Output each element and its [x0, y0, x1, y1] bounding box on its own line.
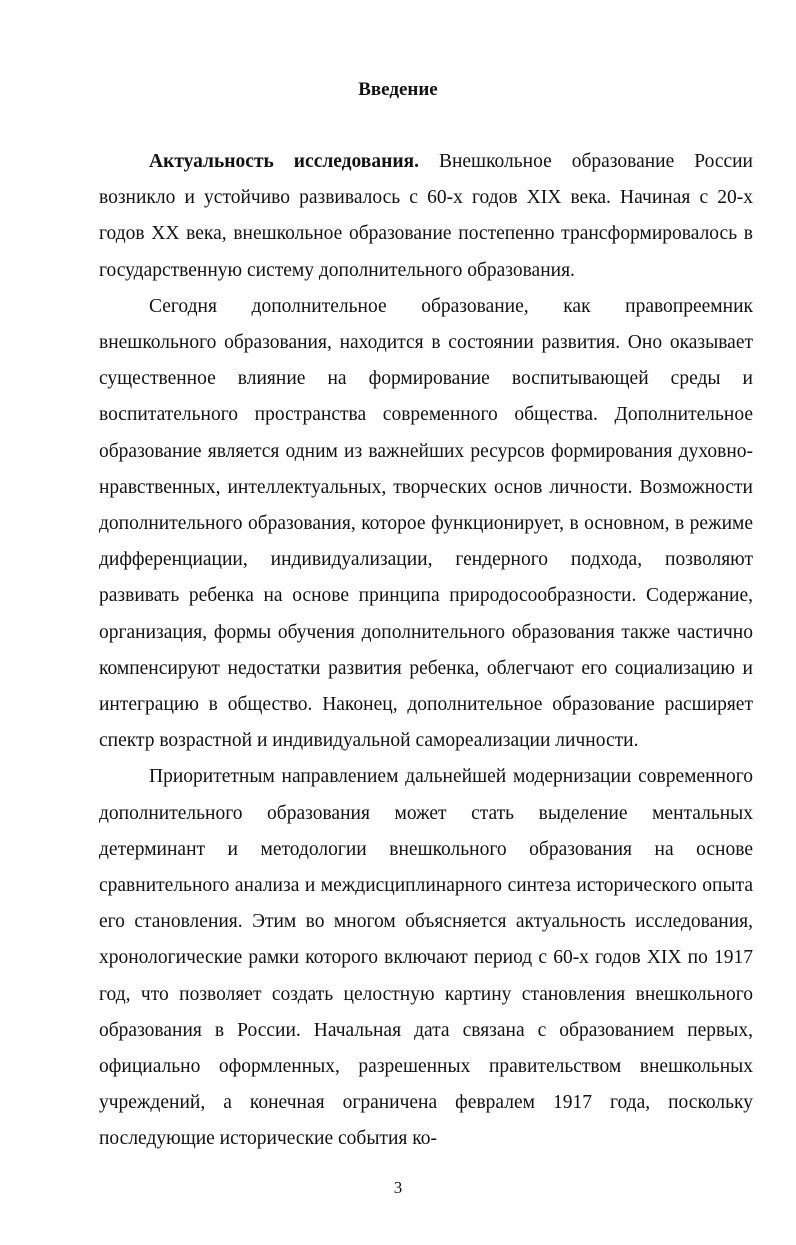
paragraph-priority: Приоритетным направлением дальнейшей модернизации современного дополнительного образования может стать выделение ментальных детерминант и методологии внешкольного образования на основе сравнительного анализа и междисциплинарного синтеза исторического опыта его становления. Этим во многом объясняется актуальность исследования, хронологические рамки которого включают период с 60-х годов XIX по 1917 год, что позволяет создать целостную картину становления внешкольного образования в России. Начальная дата связана с образованием первых, официально оформленных, разрешенных правительством внешкольных учреждений, а конечная ограничена февралем 1917 года, поскольку последующие исторические события ко-: [99, 766, 753, 1150]
paragraph-current-state: Сегодня дополнительное образование, как правопреемник внешкольного образования, находится в состоянии развития. Оно оказывает существенное влияние на формирование воспитывающей среды и воспитательного пространства современного общества. Дополнительное образование является одним из важнейших ресурсов формирования духовно-нравственных, интеллектуальных, творческих основ личности. Возможности дополнительного образования, которое функционирует, в основном, в режиме дифференциации, индивидуализации, гендерного подхода, позволяют развивать ребенка на основе принципа природосообразности. Содержание, организация, формы обучения дополнительного образования также частично компенсируют недостатки развития ребенка, облегчают его социализацию и интеграцию в общество. Наконец, дополнительное образование расширяет спектр возрастной и индивидуальной самореализации личности.: [99, 295, 753, 752]
page-number: 3: [393, 1178, 403, 1197]
paragraph-text: Внешкольное образование России возникло и устойчиво развивалось с 60-х годов XIX века. Начиная с 20-х годов XX века, внешкольное образование постепенно трансформировалось в государственную систему дополнительного образования.: [99, 151, 753, 281]
section-heading: Введение: [358, 79, 438, 100]
paragraph-lead: Актуальность исследования.: [149, 151, 419, 172]
paragraph-relevance: [99, 144, 753, 289]
body-text: [99, 144, 753, 1158]
